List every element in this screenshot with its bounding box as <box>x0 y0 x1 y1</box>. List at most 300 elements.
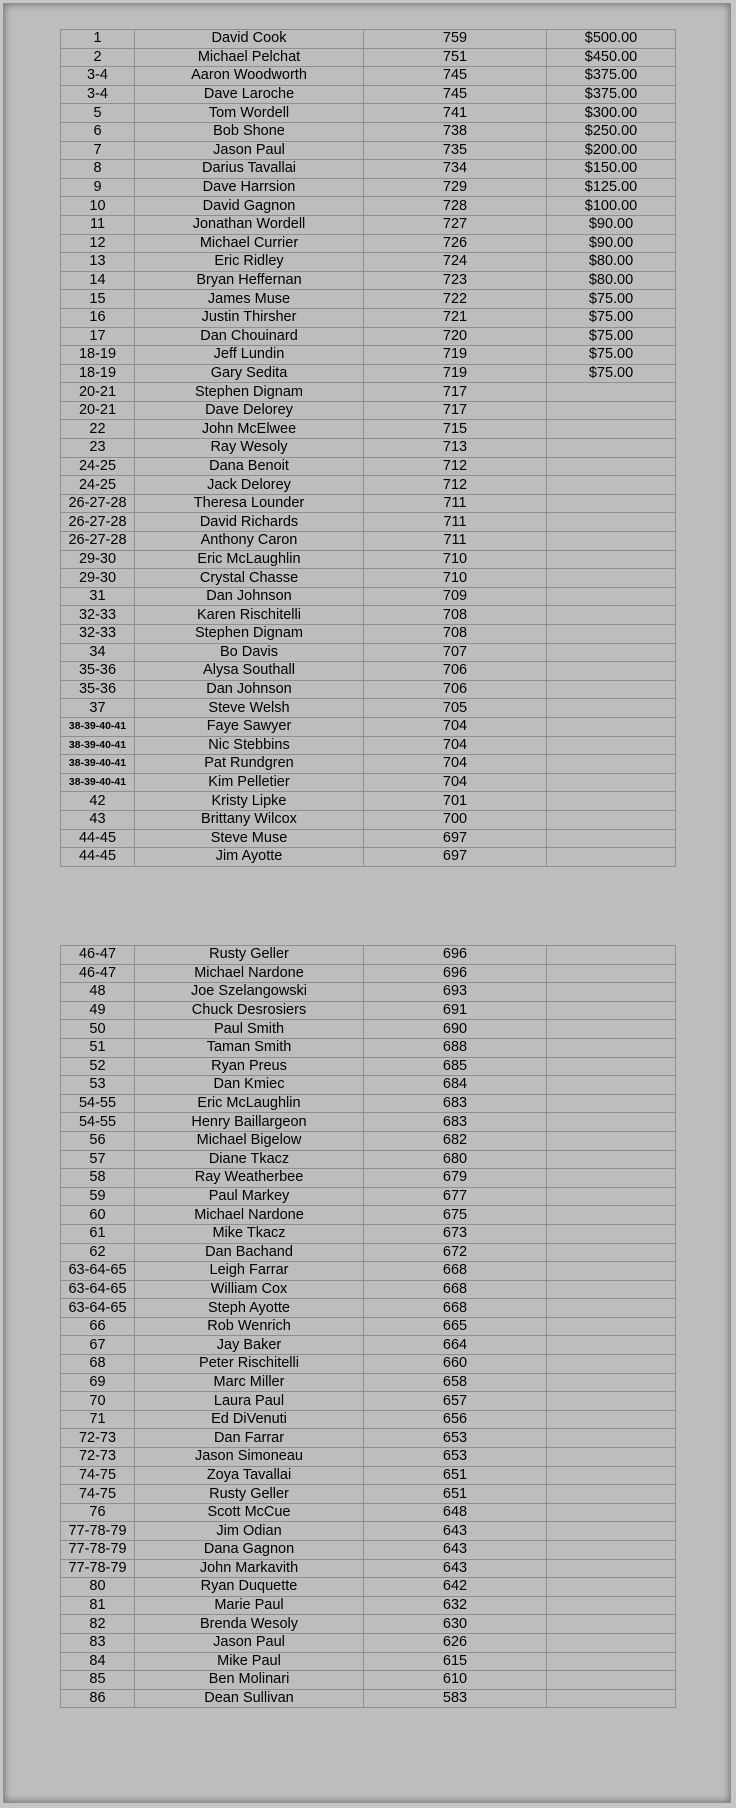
table-row <box>61 67 676 86</box>
prize-cell: $75.00 <box>547 290 676 309</box>
table-row <box>61 104 676 123</box>
rank-cell: 3-4 <box>61 67 135 86</box>
rank-cell: 51 <box>61 1038 135 1057</box>
score-cell: 696 <box>364 946 547 965</box>
player-name-cell: James Muse <box>135 290 364 309</box>
prize-cell <box>547 1280 676 1299</box>
score-cell: 642 <box>364 1578 547 1597</box>
prize-cell <box>547 1578 676 1597</box>
player-name-cell: Jason Paul <box>135 141 364 160</box>
rank-cell: 83 <box>61 1633 135 1652</box>
prize-cell <box>547 829 676 848</box>
table-row <box>61 253 676 272</box>
player-name-cell: David Cook <box>135 30 364 49</box>
rank-cell: 14 <box>61 271 135 290</box>
rank-cell: 44-45 <box>61 829 135 848</box>
prize-cell <box>547 1038 676 1057</box>
rank-cell: 31 <box>61 587 135 606</box>
player-name-cell: Jason Simoneau <box>135 1448 364 1467</box>
prize-cell: $100.00 <box>547 197 676 216</box>
prize-cell <box>547 1503 676 1522</box>
score-cell: 651 <box>364 1485 547 1504</box>
prize-cell: $150.00 <box>547 160 676 179</box>
table-row <box>61 383 676 402</box>
rank-cell: 59 <box>61 1187 135 1206</box>
player-name-cell: Steph Ayotte <box>135 1299 364 1318</box>
table-row <box>61 625 676 644</box>
prize-cell <box>547 1001 676 1020</box>
player-name-cell: David Gagnon <box>135 197 364 216</box>
prize-cell <box>547 1652 676 1671</box>
table-row <box>61 1633 676 1652</box>
rank-cell: 81 <box>61 1596 135 1615</box>
score-cell: 709 <box>364 587 547 606</box>
prize-cell <box>547 420 676 439</box>
player-name-cell: Peter Rischitelli <box>135 1355 364 1374</box>
prize-cell: $90.00 <box>547 215 676 234</box>
prize-cell <box>547 1131 676 1150</box>
score-cell: 653 <box>364 1429 547 1448</box>
table-row <box>61 364 676 383</box>
rank-cell: 24-25 <box>61 457 135 476</box>
rank-cell: 2 <box>61 48 135 67</box>
score-cell: 745 <box>364 85 547 104</box>
rank-cell: 85 <box>61 1671 135 1690</box>
prize-cell: $90.00 <box>547 234 676 253</box>
score-cell: 704 <box>364 755 547 774</box>
rank-cell: 63-64-65 <box>61 1299 135 1318</box>
rank-cell: 18-19 <box>61 364 135 383</box>
player-name-cell: Mike Paul <box>135 1652 364 1671</box>
score-cell: 700 <box>364 810 547 829</box>
score-cell: 713 <box>364 439 547 458</box>
table-row <box>61 680 676 699</box>
table-row <box>61 1280 676 1299</box>
rank-cell: 42 <box>61 792 135 811</box>
table-row <box>61 1355 676 1374</box>
rank-cell: 10 <box>61 197 135 216</box>
table-row <box>61 1020 676 1039</box>
standings-table-bottom <box>60 945 676 1708</box>
prize-cell: $75.00 <box>547 308 676 327</box>
table-row <box>61 1206 676 1225</box>
score-cell: 657 <box>364 1392 547 1411</box>
table-row <box>61 736 676 755</box>
prize-cell: $75.00 <box>547 346 676 365</box>
prize-cell <box>547 401 676 420</box>
player-name-cell: Eric McLaughlin <box>135 550 364 569</box>
player-name-cell: Michael Currier <box>135 234 364 253</box>
table-row <box>61 160 676 179</box>
prize-cell <box>547 1169 676 1188</box>
table-row <box>61 1262 676 1281</box>
player-name-cell: Ray Wesoly <box>135 439 364 458</box>
score-cell: 653 <box>364 1448 547 1467</box>
table-row <box>61 1317 676 1336</box>
prize-cell <box>547 1206 676 1225</box>
player-name-cell: Eric McLaughlin <box>135 1094 364 1113</box>
rank-cell: 52 <box>61 1057 135 1076</box>
player-name-cell: Taman Smith <box>135 1038 364 1057</box>
player-name-cell: Marie Paul <box>135 1596 364 1615</box>
rank-cell: 58 <box>61 1169 135 1188</box>
score-cell: 673 <box>364 1224 547 1243</box>
rank-cell: 70 <box>61 1392 135 1411</box>
player-name-cell: Jim Odian <box>135 1522 364 1541</box>
player-name-cell: Bryan Heffernan <box>135 271 364 290</box>
prize-cell <box>547 662 676 681</box>
table-row <box>61 792 676 811</box>
rank-cell: 38-39-40-41 <box>61 736 135 755</box>
score-cell: 728 <box>364 197 547 216</box>
player-name-cell: Darius Tavallai <box>135 160 364 179</box>
rank-cell: 68 <box>61 1355 135 1374</box>
rank-cell: 17 <box>61 327 135 346</box>
table-row <box>61 457 676 476</box>
prize-cell <box>547 1485 676 1504</box>
player-name-cell: Rusty Geller <box>135 1485 364 1504</box>
prize-cell: $80.00 <box>547 253 676 272</box>
player-name-cell: Justin Thirsher <box>135 308 364 327</box>
prize-cell <box>547 1633 676 1652</box>
player-name-cell: William Cox <box>135 1280 364 1299</box>
rank-cell: 13 <box>61 253 135 272</box>
table-row <box>61 1466 676 1485</box>
score-cell: 759 <box>364 30 547 49</box>
player-name-cell: Steve Welsh <box>135 699 364 718</box>
player-name-cell: Ray Weatherbee <box>135 1169 364 1188</box>
score-cell: 672 <box>364 1243 547 1262</box>
score-cell: 660 <box>364 1355 547 1374</box>
table-row <box>61 401 676 420</box>
rank-cell: 77-78-79 <box>61 1541 135 1560</box>
player-name-cell: Dana Benoit <box>135 457 364 476</box>
player-name-cell: Dan Farrar <box>135 1429 364 1448</box>
score-cell: 658 <box>364 1373 547 1392</box>
table-row <box>61 1169 676 1188</box>
table-row <box>61 1057 676 1076</box>
table-row <box>61 1689 676 1708</box>
rank-cell: 8 <box>61 160 135 179</box>
player-name-cell: Zoya Tavallai <box>135 1466 364 1485</box>
prize-cell <box>547 1615 676 1634</box>
prize-cell <box>547 1689 676 1708</box>
player-name-cell: Dan Johnson <box>135 680 364 699</box>
prize-cell: $75.00 <box>547 327 676 346</box>
rank-cell: 26-27-28 <box>61 513 135 532</box>
rank-cell: 29-30 <box>61 569 135 588</box>
rank-cell: 1 <box>61 30 135 49</box>
prize-cell <box>547 587 676 606</box>
rank-cell: 48 <box>61 983 135 1002</box>
player-name-cell: Bo Davis <box>135 643 364 662</box>
table-row <box>61 848 676 867</box>
prize-cell <box>547 1596 676 1615</box>
player-name-cell: Paul Smith <box>135 1020 364 1039</box>
table-row <box>61 48 676 67</box>
rank-cell: 34 <box>61 643 135 662</box>
prize-cell <box>547 513 676 532</box>
player-name-cell: Dan Johnson <box>135 587 364 606</box>
prize-cell <box>547 476 676 495</box>
rank-cell: 60 <box>61 1206 135 1225</box>
rank-cell: 9 <box>61 178 135 197</box>
player-name-cell: Diane Tkacz <box>135 1150 364 1169</box>
player-name-cell: Dave Delorey <box>135 401 364 420</box>
rank-cell: 5 <box>61 104 135 123</box>
table-row <box>61 1522 676 1541</box>
score-cell: 630 <box>364 1615 547 1634</box>
score-cell: 708 <box>364 606 547 625</box>
prize-cell: $75.00 <box>547 364 676 383</box>
score-cell: 668 <box>364 1262 547 1281</box>
table-row <box>61 946 676 965</box>
rank-cell: 16 <box>61 308 135 327</box>
table-row <box>61 1503 676 1522</box>
player-name-cell: Anthony Caron <box>135 532 364 551</box>
score-cell: 712 <box>364 476 547 495</box>
table-row <box>61 1187 676 1206</box>
rank-cell: 15 <box>61 290 135 309</box>
prize-cell <box>547 1150 676 1169</box>
player-name-cell: Jim Ayotte <box>135 848 364 867</box>
prize-cell <box>547 1541 676 1560</box>
score-cell: 704 <box>364 736 547 755</box>
table-row <box>61 1001 676 1020</box>
rank-cell: 35-36 <box>61 680 135 699</box>
score-cell: 721 <box>364 308 547 327</box>
player-name-cell: Ryan Duquette <box>135 1578 364 1597</box>
prize-cell <box>547 1076 676 1095</box>
prize-cell <box>547 964 676 983</box>
rank-cell: 77-78-79 <box>61 1559 135 1578</box>
score-cell: 668 <box>364 1280 547 1299</box>
score-cell: 690 <box>364 1020 547 1039</box>
prize-cell <box>547 1262 676 1281</box>
score-cell: 715 <box>364 420 547 439</box>
rank-cell: 26-27-28 <box>61 494 135 513</box>
prize-cell <box>547 1671 676 1690</box>
table-row <box>61 178 676 197</box>
score-cell: 680 <box>364 1150 547 1169</box>
table-row <box>61 1131 676 1150</box>
prize-cell <box>547 1410 676 1429</box>
table-row <box>61 964 676 983</box>
table-row <box>61 662 676 681</box>
standings-table-top-body <box>61 30 676 867</box>
rank-cell: 18-19 <box>61 346 135 365</box>
score-cell: 719 <box>364 364 547 383</box>
rank-cell: 20-21 <box>61 383 135 402</box>
score-cell: 682 <box>364 1131 547 1150</box>
player-name-cell: Rob Wenrich <box>135 1317 364 1336</box>
table-row <box>61 643 676 662</box>
score-cell: 685 <box>364 1057 547 1076</box>
table-row <box>61 327 676 346</box>
score-cell: 707 <box>364 643 547 662</box>
prize-cell: $250.00 <box>547 122 676 141</box>
player-name-cell: Joe Szelangowski <box>135 983 364 1002</box>
player-name-cell: Eric Ridley <box>135 253 364 272</box>
score-cell: 610 <box>364 1671 547 1690</box>
table-row <box>61 983 676 1002</box>
score-cell: 643 <box>364 1541 547 1560</box>
prize-cell <box>547 1113 676 1132</box>
rank-cell: 71 <box>61 1410 135 1429</box>
prize-cell <box>547 946 676 965</box>
player-name-cell: Dave Laroche <box>135 85 364 104</box>
prize-cell <box>547 550 676 569</box>
rank-cell: 61 <box>61 1224 135 1243</box>
score-cell: 632 <box>364 1596 547 1615</box>
rank-cell: 54-55 <box>61 1094 135 1113</box>
player-name-cell: Aaron Woodworth <box>135 67 364 86</box>
score-cell: 675 <box>364 1206 547 1225</box>
score-cell: 704 <box>364 773 547 792</box>
score-cell: 688 <box>364 1038 547 1057</box>
rank-cell: 12 <box>61 234 135 253</box>
score-cell: 615 <box>364 1652 547 1671</box>
rank-cell: 56 <box>61 1131 135 1150</box>
score-cell: 583 <box>364 1689 547 1708</box>
prize-cell <box>547 494 676 513</box>
rank-cell: 22 <box>61 420 135 439</box>
table-row <box>61 1150 676 1169</box>
player-name-cell: Michael Nardone <box>135 964 364 983</box>
player-name-cell: Kim Pelletier <box>135 773 364 792</box>
rank-cell: 63-64-65 <box>61 1262 135 1281</box>
score-cell: 656 <box>364 1410 547 1429</box>
table-row <box>61 513 676 532</box>
score-cell: 710 <box>364 550 547 569</box>
prize-cell <box>547 457 676 476</box>
score-cell: 664 <box>364 1336 547 1355</box>
player-name-cell: Ryan Preus <box>135 1057 364 1076</box>
prize-cell <box>547 717 676 736</box>
prize-cell <box>547 1466 676 1485</box>
standings-table-bottom-body <box>61 946 676 1708</box>
rank-cell: 67 <box>61 1336 135 1355</box>
player-name-cell: David Richards <box>135 513 364 532</box>
score-cell: 693 <box>364 983 547 1002</box>
prize-cell: $375.00 <box>547 67 676 86</box>
player-name-cell: Ed DiVenuti <box>135 1410 364 1429</box>
prize-cell: $200.00 <box>547 141 676 160</box>
score-cell: 708 <box>364 625 547 644</box>
score-cell: 711 <box>364 532 547 551</box>
score-cell: 701 <box>364 792 547 811</box>
player-name-cell: Bob Shone <box>135 122 364 141</box>
table-row <box>61 1615 676 1634</box>
score-cell: 710 <box>364 569 547 588</box>
score-cell: 697 <box>364 848 547 867</box>
table-row <box>61 773 676 792</box>
prize-cell <box>547 755 676 774</box>
table-row <box>61 271 676 290</box>
rank-cell: 49 <box>61 1001 135 1020</box>
player-name-cell: John McElwee <box>135 420 364 439</box>
rank-cell: 38-39-40-41 <box>61 773 135 792</box>
rank-cell: 43 <box>61 810 135 829</box>
player-name-cell: Stephen Dignam <box>135 625 364 644</box>
player-name-cell: Henry Baillargeon <box>135 1113 364 1132</box>
score-cell: 729 <box>364 178 547 197</box>
rank-cell: 82 <box>61 1615 135 1634</box>
prize-cell <box>547 439 676 458</box>
rank-cell: 54-55 <box>61 1113 135 1132</box>
player-name-cell: Kristy Lipke <box>135 792 364 811</box>
table-row <box>61 1113 676 1132</box>
player-name-cell: Chuck Desrosiers <box>135 1001 364 1020</box>
rank-cell: 3-4 <box>61 85 135 104</box>
player-name-cell: Jack Delorey <box>135 476 364 495</box>
prize-cell <box>547 383 676 402</box>
score-cell: 717 <box>364 383 547 402</box>
player-name-cell: Dan Bachand <box>135 1243 364 1262</box>
player-name-cell: Tom Wordell <box>135 104 364 123</box>
prize-cell <box>547 1448 676 1467</box>
rank-cell: 72-73 <box>61 1448 135 1467</box>
rank-cell: 24-25 <box>61 476 135 495</box>
table-row <box>61 699 676 718</box>
table-row <box>61 587 676 606</box>
table-row <box>61 1038 676 1057</box>
prize-cell <box>547 1094 676 1113</box>
score-cell: 735 <box>364 141 547 160</box>
table-row <box>61 532 676 551</box>
score-cell: 626 <box>364 1633 547 1652</box>
table-row <box>61 1448 676 1467</box>
prize-cell <box>547 983 676 1002</box>
table-row <box>61 290 676 309</box>
prize-cell <box>547 792 676 811</box>
player-name-cell: Karen Rischitelli <box>135 606 364 625</box>
player-name-cell: Faye Sawyer <box>135 717 364 736</box>
score-cell: 720 <box>364 327 547 346</box>
score-cell: 648 <box>364 1503 547 1522</box>
prize-cell <box>547 625 676 644</box>
score-cell: 723 <box>364 271 547 290</box>
prize-cell: $375.00 <box>547 85 676 104</box>
table-row <box>61 1373 676 1392</box>
rank-cell: 26-27-28 <box>61 532 135 551</box>
score-cell: 705 <box>364 699 547 718</box>
rank-cell: 23 <box>61 439 135 458</box>
rank-cell: 6 <box>61 122 135 141</box>
rank-cell: 69 <box>61 1373 135 1392</box>
table-row <box>61 1652 676 1671</box>
player-name-cell: Brenda Wesoly <box>135 1615 364 1634</box>
score-cell: 738 <box>364 122 547 141</box>
rank-cell: 35-36 <box>61 662 135 681</box>
rank-cell: 76 <box>61 1503 135 1522</box>
table-row <box>61 1076 676 1095</box>
prize-cell <box>547 773 676 792</box>
player-name-cell: Paul Markey <box>135 1187 364 1206</box>
score-cell: 643 <box>364 1559 547 1578</box>
table-row <box>61 569 676 588</box>
score-cell: 665 <box>364 1317 547 1336</box>
rank-cell: 38-39-40-41 <box>61 755 135 774</box>
score-cell: 643 <box>364 1522 547 1541</box>
table-row <box>61 829 676 848</box>
table-row <box>61 1578 676 1597</box>
score-cell: 668 <box>364 1299 547 1318</box>
prize-cell <box>547 1429 676 1448</box>
rank-cell: 46-47 <box>61 964 135 983</box>
rank-cell: 50 <box>61 1020 135 1039</box>
prize-cell <box>547 1559 676 1578</box>
